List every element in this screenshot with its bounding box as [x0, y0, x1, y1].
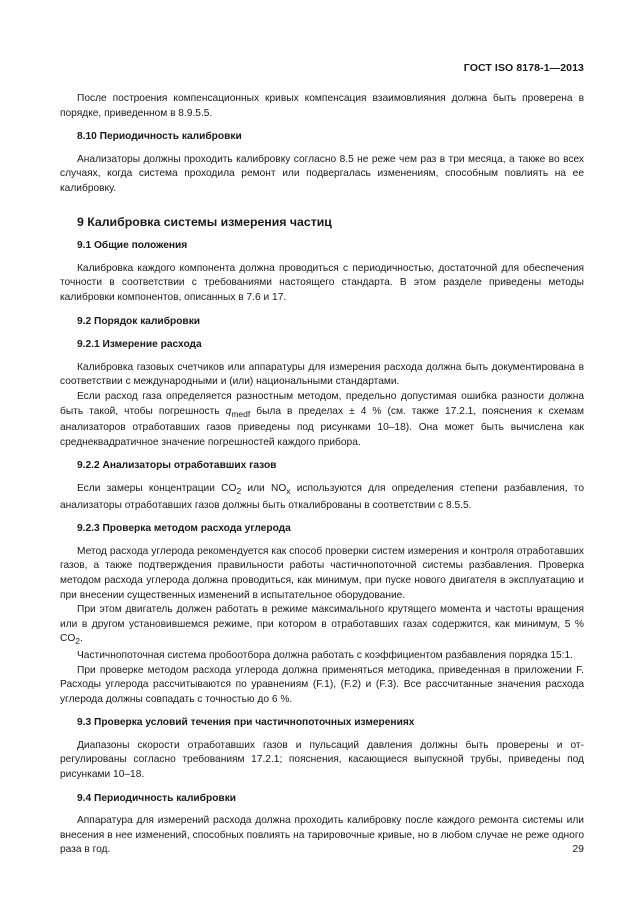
page-content [60, 92, 584, 858]
paragraph-8-10: Анализаторы должны проходить калибровку согласно 8.5 не реже чем раз в три месяца, а также во всех случаях, когда система проходила ремонт или подвергалась изменениям, способным повлиять на ее калибровку. [60, 153, 584, 194]
section-9-2-3-heading: 9.2.3 Проверка методом расхода углерода [77, 523, 291, 535]
page-number: 29 [572, 843, 584, 855]
subscript-co2: 2 [75, 636, 81, 647]
section-9-2-heading: 9.2 Порядок калибровки [77, 315, 201, 327]
paragraph-9-2-2 [60, 482, 584, 513]
subscript-nox: x [286, 485, 291, 496]
text-fragment: При этом двигатель должен работать в режиме максимального крутящего момента и частоты вращения или в другом установившемся режиме, при котором в отработавших газах содержится, как минимум, 5 % CO [60, 604, 584, 645]
section-9-3-heading: 9.3 Проверка условий течения при частичнопоточных измерениях [77, 717, 415, 729]
paragraph-9-4: Аппаратура для измерений расхода должна проходить калибровку после каждого ремонта системы или внесения в нее изменений, способных повлиять на тарировочные кривые, но в любом случае не реже одного раза в год. [60, 815, 584, 856]
text-fragment: или NO [241, 482, 287, 494]
text-fragment: . [80, 633, 83, 645]
section-9-2-1-heading: 9.2.1 Измерение расхода [77, 339, 202, 351]
symbol-q: q [225, 405, 232, 417]
paragraph-9-2-3-d: При проверке методом расхода углерода должна применяться методика, приведенная в приложении F. Расходы углерода рассчитываются по уравнениям (F.1), (F.2) и (F.3). Все рассчитанные значения расхода углерода должны совпадать с точностью до 6 %. [60, 664, 584, 705]
text-fragment: Если расход газа определяется разностным методом, предельно допустимая ошибка разности должна быть такой, чтобы погрешность [60, 390, 584, 417]
section-9-heading: 9 Калибровка системы измерения частиц [77, 214, 332, 229]
paragraph-9-2-1-b [60, 390, 584, 450]
text-fragment: была в пределах ± 4 % (см. также 17.2.1, пояснения к схемам анализаторов отработавших газов приведены под рисунками 10–18). Она может быть вычислена как среднеквадратичное значение погрешностей каждого прибора. [60, 405, 584, 448]
subscript-co2: 2 [236, 485, 242, 496]
section-8-10-heading: 8.10 Периодичность калибровки [77, 131, 242, 143]
section-9-4-heading: 9.4 Периодичность калибровки [77, 792, 237, 804]
paragraph-compensation: После построения компенсационных кривых компенсация взаимовлияния должна быть проверена в порядке, приведенном в 8.9.5.5. [60, 93, 584, 119]
paragraph-9-2-3-c: Частичнопоточная система пробоотбора должна работать с коэффициентом разбавления порядка 15:1. [77, 649, 573, 661]
paragraph-9-2-3-a: Метод расхода углерода рекомендуется как способ проверки систем измерения и контроля отработавших газов, а также подтверждения правильности работы частичнопоточной системы разбавления. Проверка методом расхода углерода должна проводиться, как минимум, при пуске нового двигателя в эксплуатацию и при внесении существенных изменений в испытательное оборудование. [60, 545, 584, 601]
paragraph-9-1: Калибровка каждого компонента должна проводиться с периодичностью, достаточной для обеспечения точности в соответствии с требованиями настоящего стандарта. В этом разделе приведены методы калибровки компонентов, описанных в 7.6 и 17. [60, 262, 584, 303]
section-9-1-heading: 9.1 Общие положения [77, 240, 188, 252]
paragraph-9-2-3-b [60, 603, 584, 649]
section-9-2-2-heading: 9.2.2 Анализаторы отработавших газов [77, 460, 277, 472]
paragraph-9-3: Диапазоны скорости отработавших газов и пульсаций давления должны быть проверены и отрегулированы согласно требованиям 17.2.1; пояснения, касающиеся выпускной трубы, приведены под рисунками 10–18. [60, 739, 584, 781]
subscript-medf: medf [231, 408, 251, 419]
text-fragment: Если замеры концентрации CO [77, 482, 237, 494]
paragraph-9-2-1-a: Калибровка газовых счетчиков или аппаратуры для измерения расхода должна быть документирована в соответствии с международными и (или) национальными стандартами. [60, 361, 584, 388]
document-header: ГОСТ ISO 8178-1—2013 [463, 62, 584, 74]
text-fragment: используются для определения степени разбавления, то анализаторы отработавших газов должны быть откалиброваны в соответствии с 8.5.5. [60, 482, 584, 511]
